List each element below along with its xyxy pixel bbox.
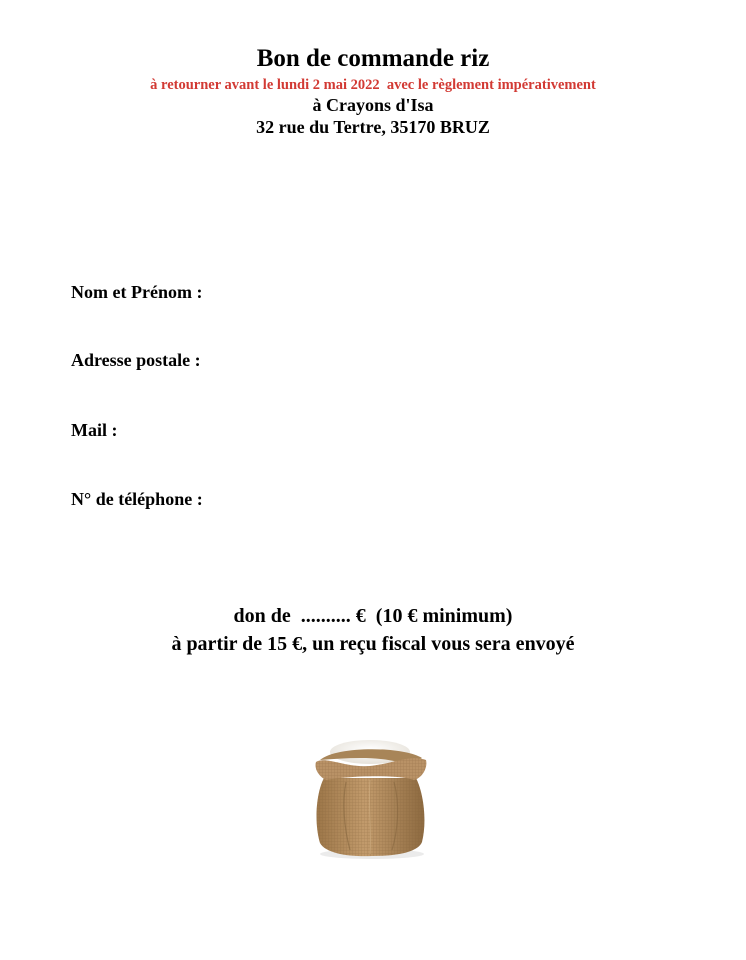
postal-address-field-label: Adresse postale : [71,350,201,370]
rice-sack-image [306,738,432,860]
deadline-notice: à retourner avant le lundi 2 mai 2022 avec le règlement impérativement [150,77,596,93]
name-field-label: Nom et Prénom : [71,282,203,302]
phone-field-label: N° de téléphone : [71,489,203,509]
donation-amount-line: don de .......... € (10 € minimum) [233,605,513,627]
page-title: Bon de commande riz [256,45,490,72]
mail-field-label: Mail : [71,420,118,440]
recipient-address: 32 rue du Tertre, 35170 BRUZ [256,117,490,137]
order-form-header [0,44,746,138]
recipient-name: à Crayons d'Isa [312,95,434,115]
tax-receipt-note: à partir de 15 €, un reçu fiscal vous sera envoyé [171,633,575,655]
donation-section [0,602,746,658]
